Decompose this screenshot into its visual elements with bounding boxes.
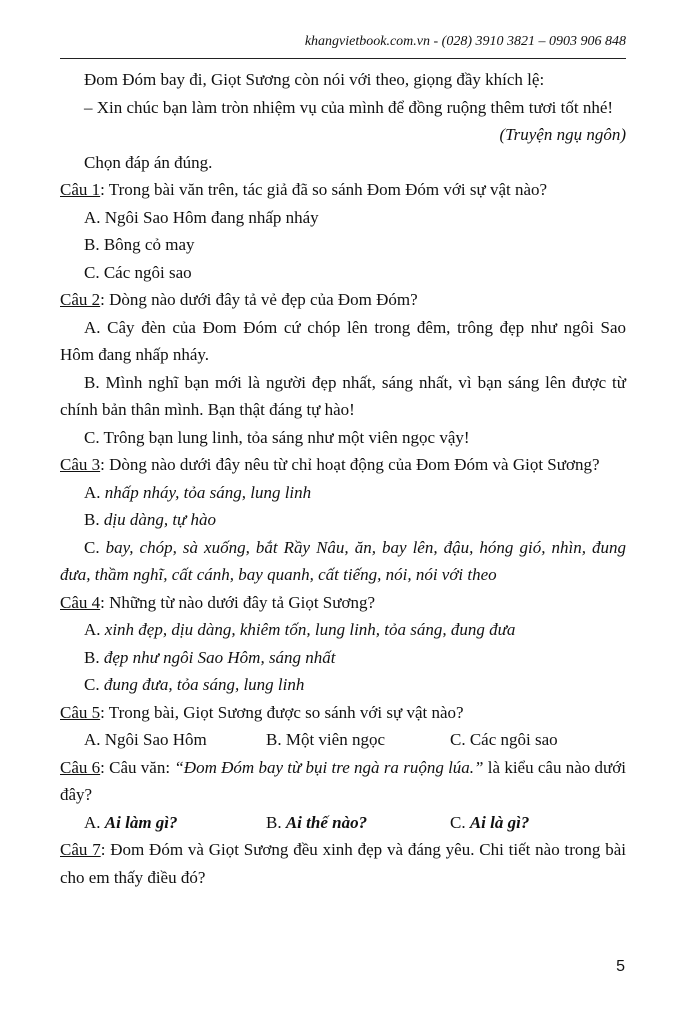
q6-option-c-letter: C.	[450, 812, 470, 832]
q3-option-b-letter: B.	[84, 510, 104, 529]
page-number: 5	[616, 958, 625, 975]
question-4-label: Câu 4	[60, 592, 101, 612]
question-1	[60, 176, 626, 204]
q4-option-c	[60, 671, 626, 699]
q3-option-a	[60, 479, 626, 507]
q4-option-c-text: đung đưa, tỏa sáng, lung linh	[103, 675, 305, 694]
question-1-label: Câu 1	[60, 180, 101, 199]
question-7	[60, 836, 626, 891]
question-6-text-before: : Câu văn:	[100, 757, 175, 777]
q2-option-a: A. Cây đèn của Đom Đóm cứ chóp lên trong đêm, trông đẹp như ngôi Sao Hôm đang nhấp nháy.	[60, 317, 626, 364]
q1-option-b: B. Bông cỏ may	[84, 235, 195, 254]
question-3-text: : Dòng nào dưới đây nêu từ chỉ hoạt động của Đom Đóm và Giọt Sương?	[100, 455, 600, 474]
q4-option-a-letter: A.	[84, 620, 105, 639]
question-3-label: Câu 3	[60, 455, 101, 474]
q5-option-b: B. Một viên ngọc	[266, 730, 385, 749]
instruction: Chọn đáp án đúng.	[84, 152, 213, 172]
q2-option-c: C. Trông bạn lung linh, tỏa sáng như một viên ngọc vậy!	[84, 427, 470, 447]
q4-option-c-letter: C.	[84, 675, 104, 694]
question-2-label: Câu 2	[60, 290, 101, 309]
question-6-quote: “Đom Đóm bay từ bụi tre ngà ra ruộng lúa.”	[174, 757, 484, 777]
question-7-text: : Đom Đóm và Giọt Sương đều xinh đẹp và đáng yêu. Chi tiết nào trong bài cho em thấy điều đó?	[60, 840, 626, 887]
q4-option-b	[60, 644, 626, 672]
question-4-text: : Những từ nào dưới đây tả Giọt Sương?	[100, 592, 376, 612]
page-content	[60, 66, 626, 891]
question-2	[60, 286, 626, 314]
q4-option-a-text: xinh đẹp, dịu dàng, khiêm tốn, lung linh, tỏa sáng, đung đưa	[104, 620, 516, 639]
question-4	[60, 589, 626, 617]
q6-option-a	[84, 809, 266, 837]
q3-option-b	[60, 506, 626, 534]
question-6	[60, 754, 626, 809]
q5-option-c: C. Các ngôi sao	[450, 730, 558, 749]
q6-option-a-letter: A.	[84, 812, 105, 832]
q6-option-b	[266, 809, 450, 837]
q3-option-c-letter: C.	[84, 537, 106, 557]
q6-option-b-letter: B.	[266, 812, 286, 832]
question-6-text-after: là kiểu câu nào dưới đây?	[60, 757, 626, 804]
q6-option-a-text: Ai làm gì?	[104, 812, 178, 832]
q5-options	[60, 726, 626, 754]
q1-option-a: A. Ngôi Sao Hôm đang nhấp nháy	[84, 207, 319, 227]
question-7-label: Câu 7	[60, 840, 101, 859]
question-5-text: : Trong bài, Giọt Sương được so sánh với sự vật nào?	[100, 702, 464, 722]
q3-option-a-letter: A.	[84, 482, 105, 502]
question-3	[60, 451, 626, 479]
q6-options	[60, 809, 626, 837]
q5-option-a: A. Ngôi Sao Hôm	[84, 730, 207, 749]
question-1-text: : Trong bài văn trên, tác giả đã so sánh Đom Đóm với sự vật nào?	[100, 180, 548, 199]
q3-option-b-text: dịu dàng, tự hào	[103, 510, 217, 529]
q2-option-b: B. Mình nghĩ bạn mới là người đẹp nhất, sáng nhất, vì bạn sáng lên được từ chính bản thân mình. Bạn thật đáng tự hào!	[60, 372, 626, 419]
question-6-label: Câu 6	[60, 757, 101, 777]
q6-option-b-text: Ai thế nào?	[285, 812, 368, 832]
q1-option-c: C. Các ngôi sao	[84, 262, 192, 282]
question-5	[60, 699, 626, 727]
question-2-text: : Dòng nào dưới đây tả vẻ đẹp của Đom Đóm?	[100, 290, 418, 309]
q4-option-a	[60, 616, 626, 644]
q4-option-b-letter: B.	[84, 647, 104, 667]
story-source: (Truyện ngụ ngôn)	[499, 125, 626, 144]
q6-option-c-text: Ai là gì?	[469, 812, 530, 832]
intro-line-2: – Xin chúc bạn làm tròn nhiệm vụ của mình để đồng ruộng thêm tươi tốt nhé!	[84, 97, 614, 117]
question-5-label: Câu 5	[60, 702, 101, 722]
q6-option-c	[450, 809, 529, 837]
header-rule	[60, 58, 626, 59]
q3-option-c	[60, 534, 626, 589]
q3-option-a-text: nhấp nháy, tỏa sáng, lung linh	[104, 482, 312, 502]
page-header: khangvietbook.com.vn - (028) 3910 3821 – 0903 906 848	[304, 34, 626, 49]
q3-option-c-text: bay, chóp, sà xuống, bắt Rầy Nâu, ăn, bay lên, đậu, hóng gió, nhìn, đung đưa, thầm nghĩ, cất cánh, bay quanh, cất tiếng, nói, nói với theo	[60, 537, 626, 584]
q4-option-b-text: đẹp như ngôi Sao Hôm, sáng nhất	[103, 647, 336, 667]
intro-line-1: Đom Đóm bay đi, Giọt Sương còn nói với theo, giọng đầy khích lệ:	[84, 70, 545, 89]
